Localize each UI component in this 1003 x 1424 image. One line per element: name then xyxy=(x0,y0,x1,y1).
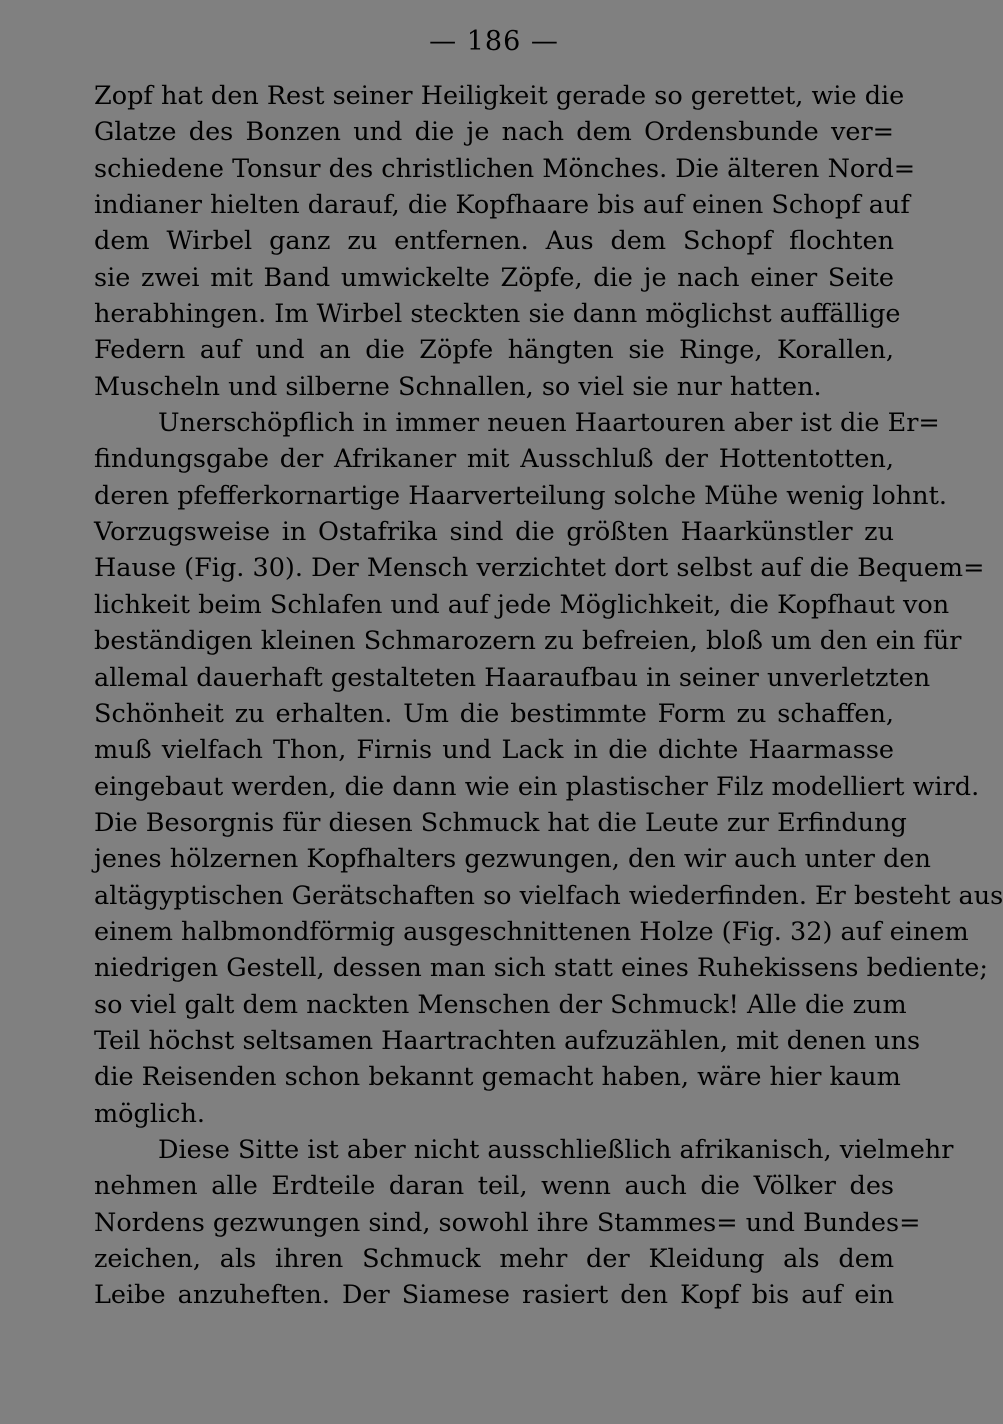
text-line: einem halbmondförmig ausgeschnittenen Holze (Fig. 32) auf einem xyxy=(94,916,969,947)
text-line: findungsgabe der Afrikaner mit Ausschluß der Hottentotten, xyxy=(94,444,894,475)
text-line: Federn auf und an die Zöpfe hängten sie Ringe, Korallen, xyxy=(94,335,894,366)
text-line: niedrigen Gestell, dessen man sich statt eines Ruhekissens bediente; xyxy=(94,953,988,984)
text-line: Schönheit zu erhalten. Um die bestimmte Form zu schaffen, xyxy=(94,698,894,729)
text-line: Nordens gezwungen sind, sowohl ihre Stammes= und Bundes= xyxy=(94,1207,921,1238)
text-line: Teil höchst seltsamen Haartrachten aufzuzählen, mit denen uns xyxy=(94,1025,921,1056)
text-line: zeichen, als ihren Schmuck mehr der Kleidung als dem xyxy=(94,1244,894,1274)
paragraph xyxy=(94,405,1003,1132)
text-line: dem Wirbel ganz zu entfernen. Aus dem Schopf flochten xyxy=(94,226,894,257)
text-line: herabhingen. Im Wirbel steckten sie dann möglichst auffällige xyxy=(94,299,901,330)
text-line: Hause (Fig. 30). Der Mensch verzichtet dort selbst auf die Bequem= xyxy=(94,553,985,584)
text-line: altägyptischen Gerätschaften so vielfach wiederfinden. Er besteht aus xyxy=(94,880,1003,911)
book-page xyxy=(94,0,1003,1424)
text-line: allemal dauerhaft gestalteten Haaraufbau in seiner unverletzten xyxy=(94,662,931,693)
text-line: Muscheln und silberne Schnallen, so viel sie nur hatten. xyxy=(94,371,822,402)
text-line: sie zwei mit Band umwickelte Zöpfe, die je nach einer Seite xyxy=(94,262,894,293)
text-line: jenes hölzernen Kopfhalters gezwungen, den wir auch unter den xyxy=(94,844,931,875)
text-line: schiedene Tonsur des christlichen Mönches. Die älteren Nord= xyxy=(94,153,916,184)
text-line: Zopf hat den Rest seiner Heiligkeit gerade so gerettet, wie die xyxy=(94,81,905,111)
text-line: Unerschöpflich in immer neuen Haartouren aber ist die Er= xyxy=(158,408,940,439)
text-line: Vorzugsweise in Ostafrika sind die größten Haarkünstler zu xyxy=(94,517,894,548)
text-line: nehmen alle Erdteile daran teil, wenn auch die Völker des xyxy=(94,1171,894,1202)
text-line: Leibe anzuheften. Der Siamese rasiert den Kopf bis auf ein xyxy=(94,1280,894,1311)
text-line: Die Besorgnis für diesen Schmuck hat die Leute zur Erfindung xyxy=(94,807,907,838)
text-body xyxy=(94,78,1003,1314)
text-line: lichkeit beim Schlafen und auf jede Möglichkeit, die Kopfhaut von xyxy=(94,589,950,620)
paragraph xyxy=(94,1132,954,1314)
text-line: Glatze des Bonzen und die je nach dem Ordensbunde ver= xyxy=(94,117,894,148)
text-line: die Reisenden schon bekannt gemacht haben, wäre hier kaum xyxy=(94,1062,901,1093)
page-number: — 186 — xyxy=(429,26,559,57)
text-line: muß vielfach Thon, Firnis und Lack in die dichte Haarmasse xyxy=(94,735,894,766)
text-line: indianer hielten darauf, die Kopfhaare bis auf einen Schopf auf xyxy=(94,190,910,221)
text-line: eingebaut werden, die dann wie ein plastischer Filz modelliert wird. xyxy=(94,771,980,802)
text-line: Diese Sitte ist aber nicht ausschließlich afrikanisch, vielmehr xyxy=(158,1134,954,1165)
text-line: beständigen kleinen Schmarozern zu befreien, bloß um den ein für xyxy=(94,626,962,657)
text-line: so viel galt dem nackten Menschen der Schmuck! Alle die zum xyxy=(94,989,907,1020)
paragraph xyxy=(94,78,916,405)
text-line: deren pfefferkornartige Haarverteilung solche Mühe wenig lohnt. xyxy=(94,480,947,511)
text-line: möglich. xyxy=(94,1098,205,1129)
